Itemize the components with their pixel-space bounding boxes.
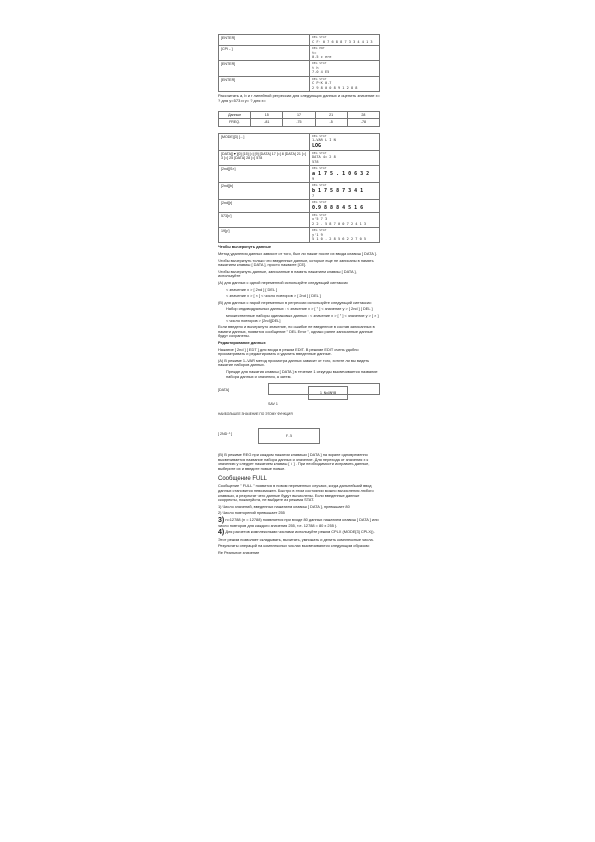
key-sequence: [MODE][3] [←] <box>219 133 310 150</box>
display-line2: t= <box>312 50 317 55</box>
display-cell <box>310 61 380 76</box>
display-cell <box>310 166 380 183</box>
key-display-table-2 <box>218 133 380 244</box>
display-line1: DEG STAT <box>312 212 327 217</box>
key-sequence: [2nd][b] <box>219 183 310 200</box>
list-text: Для расчетов комплексными числами используйте режим CPLX (MODE[3] CPLX)). <box>225 529 375 535</box>
display-line1: DEG STAT <box>312 61 327 66</box>
display-line2: t h <box>312 66 319 70</box>
paragraph: (B) для данных с парой переменных в регрессии используйте следующий синтаксис: <box>218 299 373 305</box>
table-row <box>219 183 380 200</box>
bullet-item: < значение x > [ × ] < число повторов > [ 2nd ] [ DEL ] <box>226 293 321 299</box>
key-sequence: 573[x'] <box>219 212 310 227</box>
freq-header-cell: Данные <box>219 111 251 118</box>
list-number: 4) <box>218 529 225 537</box>
table-row <box>219 133 380 150</box>
bullet-item: < значение x > [ 2nd ] [ DEL ] <box>226 286 278 292</box>
display-cell <box>310 183 380 200</box>
freq-value-cell: -78 <box>347 119 379 126</box>
display-line3: 2 2 . 5 8 7 0 0 7 2 4 1 3 <box>312 221 367 226</box>
display-line3: 578 <box>312 159 319 164</box>
display-line3: 7 <box>312 193 315 198</box>
list-item: 2) Число повторений превышает 255 <box>218 510 285 516</box>
display-line2: C F· 0 7 6 8 8 7 3 3 4 4 1 3 <box>312 39 373 44</box>
paragraph: Нажатие [ 2nd ] [ EDT ] для входа в режим EDIT. В режиме EDIT очень удобно просматривать и редактировать и удалить введенные данные. <box>218 346 359 357</box>
paragraph: Этот режим позволяет складывать, вычитать, умножать и делить комплексные числа. <box>218 536 374 542</box>
paragraph: Метод удаления данных зависит от того, был ли нажат после их ввода клавиш [ DATA ]. <box>218 251 377 257</box>
list-item: 1) Число значений, введенных нажатием клавиш [ DATA ], превышает 80 <box>218 503 350 509</box>
freq-header-cell: 28 <box>347 111 379 118</box>
bullet-item: множественные наборы одинаковых данных : < значение x > [ ° ] < значение y > [ × ] < число повторов > [2nd][DEL] <box>226 312 379 323</box>
display-line3: 2 9 8 0 0 8 9 1 2 8 8 <box>312 85 358 90</box>
key-sequence: [ENTER] <box>219 76 310 91</box>
regression-task-note: Рассчитать a, b и r линейной регрессии для следующих данных и оценить значение x= ? для y=573 и y= ? для x= <box>218 93 380 104</box>
bullet-item: Набор индивидуальных данных : < значение x > [ ° ] < значение y > [ 2nd ] [ DEL ] <box>226 306 373 312</box>
freq-header-cell: 21 <box>315 111 347 118</box>
display-line2: DATA 4= 2 8 <box>312 155 336 160</box>
display-cell <box>310 76 380 91</box>
display-cell <box>310 200 380 213</box>
table-row <box>219 228 380 243</box>
table-row <box>219 46 380 61</box>
data-key-label: [DATA] <box>218 388 230 393</box>
display-line1: DEG STAT <box>312 183 327 188</box>
display-cell <box>310 212 380 227</box>
key-sequence: 19[y'] <box>219 228 310 243</box>
display-line3: 9 <box>312 176 315 181</box>
freq-value-cell: FREQ. <box>219 119 251 126</box>
full-heading: Сообщение FULL <box>218 476 267 483</box>
display-line1: DEG STAT <box>312 150 327 155</box>
table-row <box>219 150 380 165</box>
display-example <box>218 382 380 450</box>
list-text: n=12788 (n = 12788) появляется при входе 80 данных нажатием клавиш [ DATA ] или число повторов для каждого значения 255, т.е. 12788 = 80 x 255 ). <box>218 517 379 528</box>
paragraph: Если введено и вычеркнуто значение, по ошибке не введенное в состав записанных в памяти данных, появится сообщение " DEL Error ", однако ранее записанные данные будут сохранены. <box>218 324 375 339</box>
table-row <box>219 35 380 46</box>
display-line2: C P·K 0.7 <box>312 81 332 86</box>
key-sequence: [ENTER] <box>219 61 310 76</box>
table-row <box>219 200 380 213</box>
display-line2: x'5 7 3 <box>312 217 328 222</box>
manual-page <box>218 34 380 558</box>
key-sequence: [2nd][S×] <box>219 166 310 183</box>
table-row <box>219 76 380 91</box>
freq-value-cell: -75 <box>283 119 315 126</box>
edit-heading: Редактирование данных <box>218 339 266 345</box>
paragraph: Сообщение " FULL " появится в новом переменных случаях, когда дальнейший ввод данных становится невозможен. Быстро в этом состоянии можно вычисления любого клавиши, а результат чего данные будут вычислены. Если введенные данные скорректы, пожалуйста, не выйдите из режима STAT. <box>218 483 374 503</box>
display-line1: DEG STAT <box>312 133 327 138</box>
key-sequence: [2nd][r] <box>219 200 310 213</box>
paragraph: Результаты операций на комплексных числах высвечиваются следующим образом: <box>218 543 370 549</box>
display-line1: DEG STAT <box>312 35 327 39</box>
display-big: 0.9 8 8 8 4 5 1 6 <box>312 204 364 211</box>
display-big: a 1 7 5 . 1 0 6 3 2 <box>312 170 370 177</box>
key-sequence: [DATA][▼][0] [15] [=] [9] [DATA] 17 [=] 8 [DATA] 21 [=] 3 [=] 25 [DATA] 28 [=] 578 <box>219 150 310 165</box>
list-number: 3) <box>218 517 225 525</box>
paragraph: (A) В режиме 1–VAR метод просмотра данных зависит от того, хотите ли вы видеть нажатие наборов данных. <box>218 357 370 368</box>
display-big: LOG <box>312 142 322 149</box>
paragraph: Чтобы вычеркнуть данные, записанные в память нажатием клавиш [ DATA ], используйте <box>218 268 357 279</box>
key-sequence: [CPI←] <box>219 46 310 61</box>
key-display-table-1 <box>218 34 380 92</box>
freq-value-cell: -81 <box>251 119 283 126</box>
paragraph: Чтобы вычеркнуть только что введенные данные, которые еще не записаны в память нажатием клавиш [ DATA ], просто нажмите [CE]. <box>218 257 374 268</box>
display-line1: DEG STAT <box>312 228 327 233</box>
freq-value-cell: -5 <box>315 119 347 126</box>
display-line3: 5 1 0 . 2 8 5 6 2 2 7 0 5 <box>312 237 367 242</box>
display-cell <box>310 46 380 61</box>
display-cell <box>310 133 380 150</box>
display-label: SAV 1 <box>268 402 278 407</box>
display-line1: DEG STAT <box>312 76 327 81</box>
delete-heading: Чтобы вычеркнуть данные <box>218 244 271 250</box>
table-row <box>219 212 380 227</box>
freq-header-cell: 17 <box>283 111 315 118</box>
table-row <box>219 61 380 76</box>
frequency-table <box>218 111 380 127</box>
second-key-label: [ 2ND⁻¹ ] <box>218 432 233 437</box>
paragraph: (A) для данных с одной переменной используйте следующий синтаксис <box>218 280 349 285</box>
display-note: НАИБОЛЬШЕЕ ЗНАЧЕНИЕ ПО ЭТОМУ ФУНКЦИЯ <box>218 412 293 417</box>
display-cell <box>310 35 380 46</box>
lcd-readout: 1 NxXNYB <box>308 386 348 400</box>
display-line1: DEG STAT <box>312 166 327 171</box>
key-sequence: [ENTER] <box>219 35 310 46</box>
display-line3: 0.5 c ere <box>312 55 332 59</box>
freq-header-cell: 15 <box>251 111 283 118</box>
paragraph: (B) В режиме REG при каждом нажатии клавиши [ DATA ] на экране одновременно высвечивается название набора данных и значение. Для перехода от значения x к значению y следует нажатием клавиш [ ↕ ] . При необходимости исправить данные, выберите их и введите новые новые. <box>218 452 370 471</box>
list-item <box>218 518 380 528</box>
display-cell <box>310 228 380 243</box>
display-cell <box>310 150 380 165</box>
list-item <box>218 530 380 536</box>
list-item: Re Реальное значение <box>218 550 260 555</box>
display-line1: DEG PWT <box>312 46 325 50</box>
lcd-readout: F.5 <box>258 428 320 444</box>
display-line2: 1–VAR L I N <box>312 138 336 143</box>
bullet-item: Прежде для нажатия клавиш [ DATA ] в течение 1 секунды высвечивается название набора данных и значения, а затем. <box>226 368 378 379</box>
table-row <box>219 166 380 183</box>
display-line3: 7.0 4 E5 <box>312 70 330 75</box>
display-line2: y'1 9 <box>312 232 323 237</box>
display-big: b 1 7 5 8 7 3 4 1 <box>312 187 364 194</box>
display-line1: DEG STAT <box>312 200 327 205</box>
